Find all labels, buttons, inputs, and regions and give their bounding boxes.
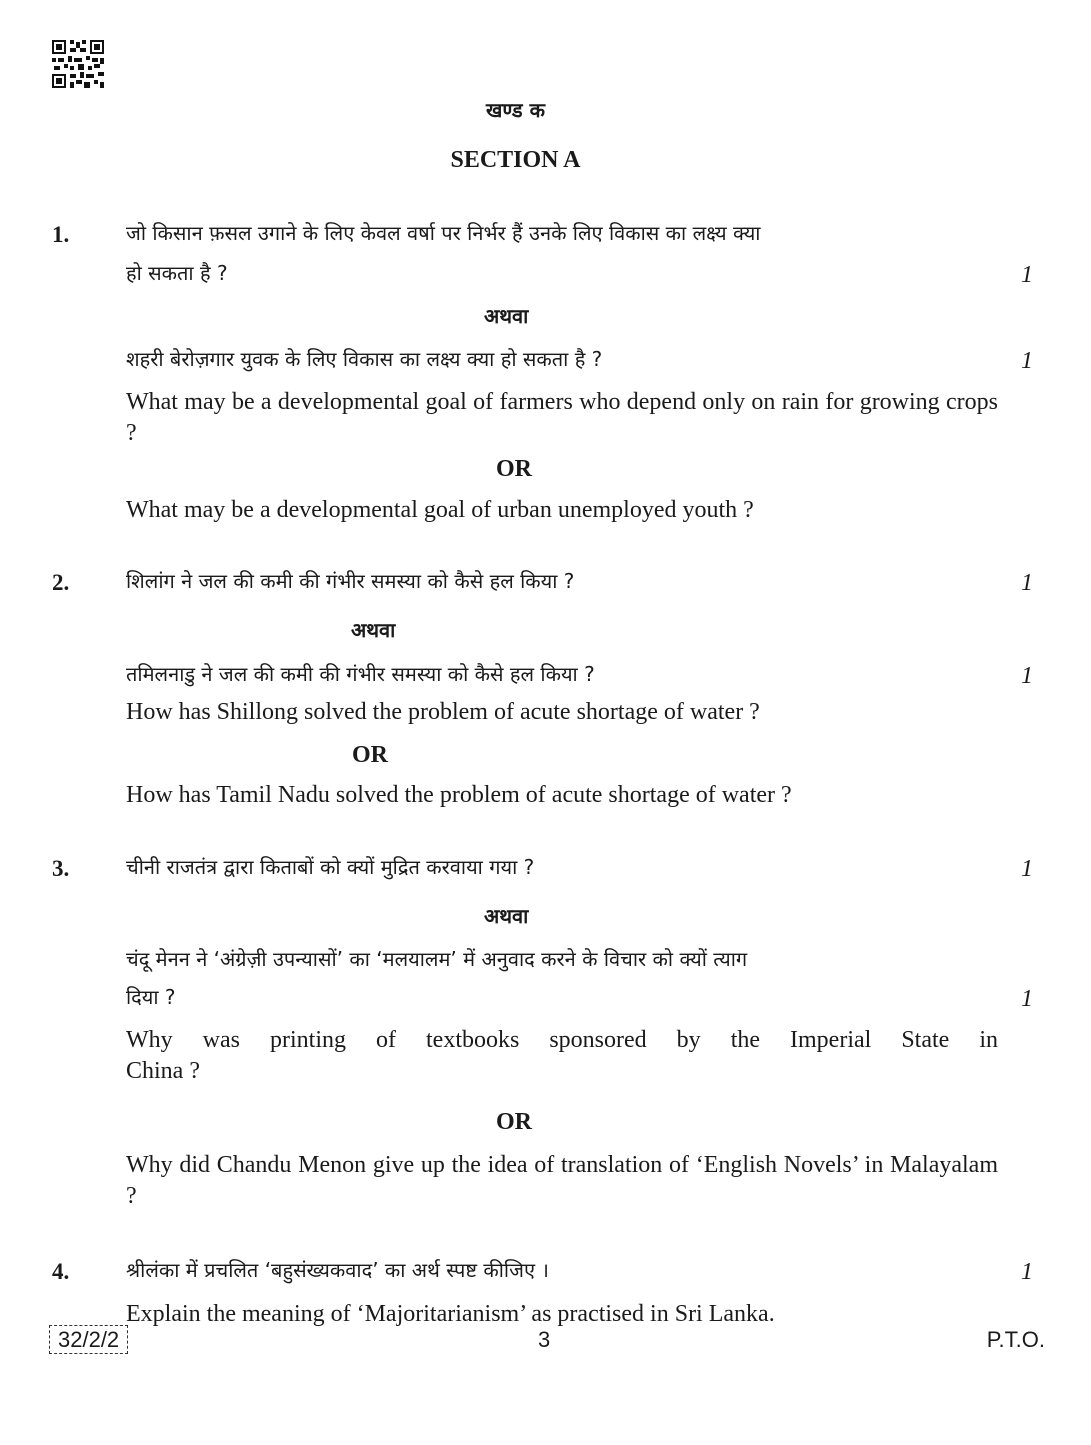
marks: 1 [1021, 856, 1033, 882]
please-turn-over: P.T.O. [986, 1327, 1045, 1352]
section-heading-hindi: खण्ड क [486, 98, 545, 122]
question-number: 2. [52, 570, 70, 595]
marks: 1 [1021, 663, 1033, 689]
question-text-hindi-cont: हो सकता है ? [126, 261, 228, 285]
question-number: 3. [52, 856, 70, 881]
alt-question-text-english: What may be a developmental goal of urban unemployed youth ? [126, 497, 754, 523]
or-hindi: अथवा [351, 618, 396, 642]
question-number: 1. [52, 222, 70, 247]
or-english: OR [496, 1109, 532, 1135]
question-number: 4. [52, 1259, 70, 1284]
section-heading-english: SECTION A [450, 147, 581, 173]
alt-question-text-hindi: तमिलनाडु ने जल की कमी की गंभीर समस्या को कैसे हल किया ? [126, 662, 595, 686]
question-text-hindi: शिलांग ने जल की कमी की गंभीर समस्या को कैसे हल किया ? [126, 569, 575, 593]
or-hindi: अथवा [484, 904, 529, 928]
question-text-english: What may be a developmental goal of farmers who depend only on rain for growing crops ? [126, 389, 998, 446]
alt-question-text-english: Why did Chandu Menon give up the idea of translation of ‘English Novels’ in Malayalam ? [126, 1152, 998, 1209]
question-text-english: How has Shillong solved the problem of acute shortage of water ? [126, 699, 760, 725]
marks: 1 [1021, 348, 1033, 374]
paper-code: 32/2/2 [49, 1325, 128, 1354]
question-text-english: Explain the meaning of ‘Majoritarianism’ as practised in Sri Lanka. [126, 1301, 775, 1327]
alt-question-text-english: How has Tamil Nadu solved the problem of acute shortage of water ? [126, 782, 792, 808]
alt-question-text-hindi: चंदू मेनन ने ‘अंग्रेज़ी उपन्यासों’ का ‘मलयालम’ में अनुवाद करने के विचार को क्यों त्याग [126, 947, 748, 971]
alt-question-text-hindi: शहरी बेरोज़गार युवक के लिए विकास का लक्ष्य क्या हो सकता है ? [126, 347, 603, 371]
qr-code-icon [52, 40, 104, 88]
page-number: 3 [538, 1327, 551, 1352]
or-english: OR [496, 456, 532, 482]
alt-question-text-hindi-cont: दिया ? [126, 985, 176, 1009]
question-text-english: Why was printing of textbooks sponsored by the Imperial State in [126, 1027, 998, 1053]
question-text-hindi: श्रीलंका में प्रचलित ‘बहुसंख्यकवाद’ का अर्थ स्पष्ट कीजिए । [126, 1258, 549, 1282]
or-english: OR [352, 742, 388, 768]
question-text-hindi: जो किसान फ़सल उगाने के लिए केवल वर्षा पर निर्भर हैं उनके लिए विकास का लक्ष्य क्या [126, 221, 761, 245]
marks: 1 [1021, 1259, 1033, 1285]
marks: 1 [1021, 570, 1033, 596]
marks: 1 [1021, 262, 1033, 288]
marks: 1 [1021, 986, 1033, 1012]
question-text-english-cont: China ? [126, 1058, 200, 1084]
or-hindi: अथवा [484, 304, 529, 328]
question-text-hindi: चीनी राजतंत्र द्वारा किताबों को क्यों मुद्रित करवाया गया ? [126, 855, 535, 879]
